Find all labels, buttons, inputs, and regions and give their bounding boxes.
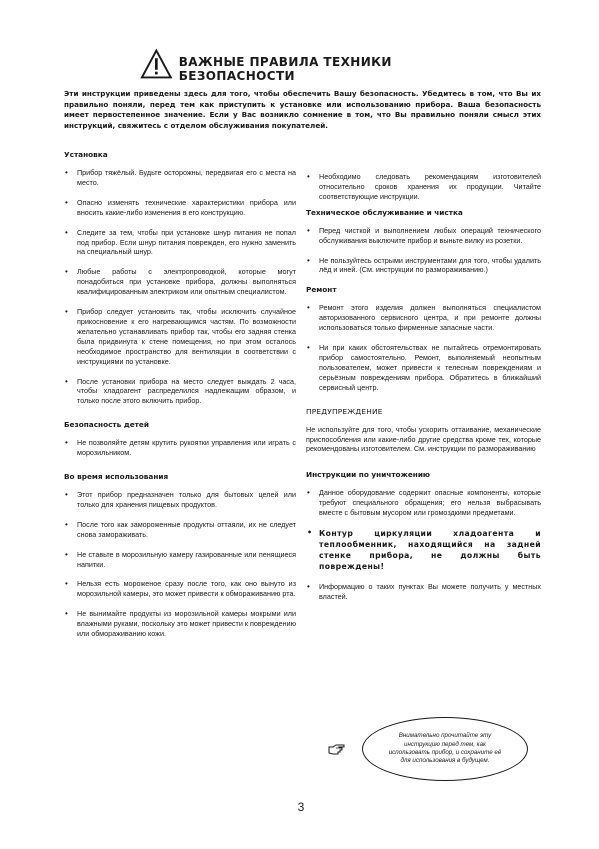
- note-oval: [362, 717, 528, 781]
- list-item: • Необходимо следовать рекомендациям изготовителей относительно сроков хранения их продукции. Читайте соответствующие инструкции.: [307, 172, 541, 201]
- bullet-icon: •: [65, 227, 68, 237]
- list-item: • Контур циркуляции хладоагента и теплообменник, находящийся на задней стенке прибора, не должны быть повреждены!: [307, 528, 541, 572]
- bullet-icon: •: [307, 488, 310, 498]
- bullet-icon: •: [65, 168, 68, 177]
- warning-text: Не используйте для того, чтобы ускорить оттаивание, механические приспособления или какие-либо другие средства кроме тех, которые рекомендованы изготовителем. См. инструкции по размораживанию: [306, 424, 541, 454]
- pointing-hand-icon: [328, 743, 346, 757]
- list-item: • Не позволяйте детям крутить рукоятки управления или играть с морозильником.: [65, 438, 296, 458]
- during-use-list: [64, 490, 296, 639]
- bullet-icon: •: [65, 519, 68, 529]
- bullet-icon: •: [65, 376, 68, 386]
- list-item: • Прибор тяжёлый. Будьте осторожны, передвигая его с места на место.: [65, 168, 296, 187]
- bullet-icon: •: [307, 303, 310, 313]
- maintenance-heading: Техническое обслуживание и чистка: [306, 207, 463, 217]
- reminder-note: [328, 715, 538, 785]
- list-item: • Данное оборудование содержит опасные компоненты, которые требуют специального обращения; его нельзя выбрасывать вместе с бытовым мусором или громоздкими предметами.: [307, 488, 541, 518]
- list-item: • Не пользуйтесь острыми инструментами для того, чтобы удалить лёд и иней. (См. инструкции по размораживанию.): [307, 255, 541, 275]
- bullet-icon: •: [65, 609, 68, 619]
- bullet-icon: •: [65, 267, 68, 277]
- bullet-icon: •: [65, 549, 68, 559]
- bullet-icon: •: [65, 438, 68, 448]
- list-item: • Следите за тем, чтобы при установке шнур питания не попал под прибор. Если шнур питания поврежден, его нужно заменить на специальный шнур.: [65, 227, 296, 257]
- bullet-icon: •: [307, 225, 310, 235]
- bullet-icon: •: [65, 490, 68, 500]
- list-item: • Ни при каких обстоятельствах не пытайтесь отремонтировать прибор самостоятельно. Ремонт, выполняемый неопытным пользователем, может привести к телесным повреждениям и серьёзным повреждениям прибора. Обратитесь в ближайший сервисный центр.: [307, 343, 541, 392]
- list-item: • Не ставьте в морозильную камеру газированные или пенящиеся напитки.: [65, 549, 296, 569]
- title-row: [140, 44, 500, 84]
- bullet-icon: •: [65, 307, 68, 317]
- list-item: • Прибор следует установить так, чтобы исключить случайное прикосновение к его нагревающимся частям. По возможности желательно устанавливать прибор так, чтобы его задняя стенка была придвинута к стене помещения, но при этом осталось необходимое пространство для вентиляции в соответствии с инструкциями по установке.: [65, 307, 296, 366]
- storage-list: [306, 172, 541, 202]
- bullet-icon: •: [307, 172, 310, 181]
- child-safety-heading: Безопасность детей: [64, 420, 149, 430]
- list-item: • Ремонт этого изделия должен выполняться специалистом авторизованного сервисного центра, и при ремонте должны использоваться только фирменные запасные части.: [307, 303, 541, 333]
- note-text: Внимательно прочитайте эту инструкцию перед тем, как использовать прибор, и сохраните её для использования в будущем.: [388, 732, 502, 765]
- list-item: • Информацию о таких пунктах Вы можете получить у местных властей.: [307, 582, 541, 601]
- repair-list: [306, 303, 541, 392]
- left-column: [64, 150, 296, 639]
- installation-heading: Установка: [64, 150, 108, 159]
- list-item: • Любые работы с электропроводкой, которые могут понадобиться при установке прибора, должны выполняться квалифицированным электриком или опытным специалистом.: [65, 267, 296, 297]
- disposal-list: [306, 488, 541, 602]
- list-item: • Не вынимайте продукты из морозильной камеры мокрыми или влажными руками, поскольку это может привести к повреждению или обмораживанию кожи.: [65, 609, 296, 639]
- page-number: 3: [297, 800, 305, 814]
- bullet-icon: •: [307, 528, 313, 538]
- list-item: • Нельзя есть мороженое сразу после того, как оно вынуто из морозильной камеры, это может привести к обмораживанию рта.: [65, 579, 296, 599]
- list-item: • Опасно изменять технические характеристики прибора или вносить какие-либо изменения в его конструкцию.: [65, 197, 296, 217]
- disposal-heading: Инструкции по уничтожению: [306, 470, 431, 480]
- warning-triangle-icon: [140, 48, 173, 80]
- bullet-icon: •: [307, 582, 310, 592]
- right-column: [306, 150, 541, 602]
- intro-paragraph: Эти инструкции приведены здесь для того, чтобы обеспечить Вашу безопасность. Убедитесь в том, что Вы их правильно поняли, перед тем как приступить к установке или использованию прибора. Ваша безопасность имеет первостепенное значение. Если у Вас возникло сомнение в том, что Вы правильно поняли смысл этих инструкций, свяжитесь с отделом обслуживания покупателей.: [64, 89, 541, 130]
- warning-heading: ПРЕДУПРЕЖДЕНИЕ: [306, 406, 383, 416]
- page-title: ВАЖНЫЕ ПРАВИЛА ТЕХНИКИ БЕЗОПАСНОСТИ: [178, 55, 392, 83]
- during-use-heading: Во время использования: [64, 472, 169, 482]
- child-safety-list: [64, 438, 296, 458]
- list-item: • После установки прибора на место следует выждать 2 часа, чтобы хладоагент распределился надлежащим образом, и только после этого включить прибор.: [65, 376, 296, 406]
- bullet-icon: •: [65, 579, 68, 589]
- repair-heading: Ремонт: [306, 285, 337, 295]
- bullet-icon: •: [307, 343, 310, 353]
- installation-list: [64, 168, 296, 406]
- maintenance-list: [306, 226, 541, 276]
- list-item: • После того как замороженные продукты оттаяли, их не следует снова замораживать.: [65, 519, 296, 539]
- list-item: • Этот прибор предназначен только для бытовых целей или только для хранения пищевых продуктов.: [65, 490, 296, 509]
- list-item: • Перед чисткой и выполнением любых операций технического обслуживания выключите прибор и выньте вилку из розетки.: [307, 225, 541, 245]
- bullet-icon: •: [307, 255, 310, 265]
- bullet-icon: •: [65, 197, 68, 207]
